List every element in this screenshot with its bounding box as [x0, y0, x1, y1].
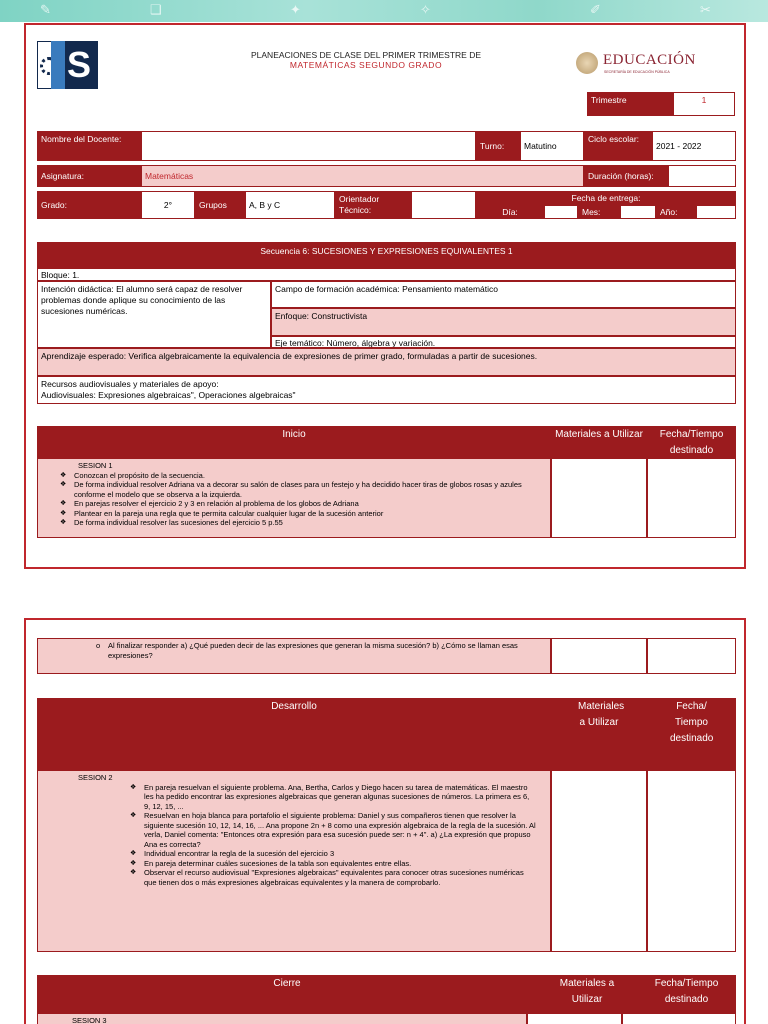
aprendizaje-text: Aprendizaje esperado: Verifica algebraicamente la equivalencia de expresiones de primer grado, formuladas a partir de sucesiones. — [37, 348, 736, 376]
grado-label: Grado: — [37, 191, 141, 219]
star-icon: ✦ — [290, 2, 301, 17]
ciclo-value: 2021 - 2022 — [652, 131, 736, 161]
docente-field[interactable] — [141, 131, 476, 161]
book-icon: ❑ — [150, 2, 162, 17]
secuencia-title: Secuencia 6: SUCESIONES Y EXPRESIONES EQUIVALENTES 1 — [37, 242, 736, 268]
continuation-fecha-cell[interactable] — [647, 638, 736, 674]
grupos-label: Grupos — [195, 191, 245, 219]
brand-educacion: EDUCACIÓN — [603, 52, 696, 68]
desarrollo-materiales-header: Materiales a Utilizar — [551, 698, 647, 770]
list-item: ❖ Observar el recurso audiovisual "Expresiones algebraicas" equivalentes para conocer otras sucesiones numéricas que tienen dos o más expresiones algebraicas equivalentes y la manera de comprobarlo. — [130, 868, 536, 887]
duracion-label: Duración (horas): — [584, 165, 668, 187]
sesion-1-label: SESION 1 — [78, 461, 113, 470]
asignatura-value: Matemáticas — [141, 165, 584, 187]
mes-label: Mes: — [578, 205, 620, 219]
desarrollo-fecha-header: Fecha/ Tiempo destinado — [647, 698, 736, 770]
cierre-content — [37, 1013, 527, 1024]
grupos-value: A, B y C — [245, 191, 335, 219]
desarrollo-content — [37, 770, 551, 952]
cierre-materiales-cell[interactable] — [527, 1013, 622, 1024]
inicio-continuation — [37, 638, 551, 674]
cierre-header: Cierre — [37, 975, 537, 1013]
list-item: ❖ De forma individual resolver Adriana va a decorar su salón de clases para un festejo y ha decidido hacer tiras de globos rosas y azules conforme el modelo que se observa a la izquierda. — [60, 480, 544, 499]
inicio-fecha-header: Fecha/Tiempo destinado — [647, 426, 736, 458]
bloque-text: Bloque: 1. — [37, 268, 736, 281]
list-item — [96, 641, 542, 660]
turno-label: Turno: — [476, 131, 520, 161]
orientador-field[interactable] — [411, 191, 476, 219]
ruler-icon: ✂ — [700, 2, 711, 17]
dia-label: Día: — [476, 205, 544, 219]
pencil-icon: ✐ — [590, 2, 601, 17]
cierre-fecha-cell[interactable] — [622, 1013, 736, 1024]
desarrollo-materiales-cell[interactable] — [551, 770, 647, 952]
compass-icon: ✧ — [420, 2, 431, 17]
list-item: ❖ En pareja resuelvan el siguiente problema. Ana, Bertha, Carlos y Diego hacen su tarea de matemáticas. El maestro les ha pedido encontrar las expresiones algebraicas que generan algunas sucesiones de números. La primera es 6, 9, 12, 15, ... — [130, 783, 536, 812]
desarrollo-activity-list — [130, 783, 536, 888]
eje-text: Eje temático: Número, álgebra y variación. — [271, 336, 736, 348]
inicio-fecha-cell[interactable] — [647, 458, 736, 538]
turno-value: Matutino — [520, 131, 584, 161]
docente-label: Nombre del Docente: — [37, 131, 141, 161]
bullet-icon: o — [96, 641, 101, 650]
list-item: ❖ Plantear en la pareja una regla que te permita calcular cualquier lugar de la sucesión anterior — [60, 509, 544, 519]
document-title: PLANEACIONES DE CLASE DEL PRIMER TRIMESTRE DE — [250, 50, 482, 60]
cierre-materiales-header: Materiales a Utilizar — [537, 975, 637, 1013]
recursos-audiovisuales: Audiovisuales: Expresiones algebraicas", Operaciones algebraicas" — [41, 390, 296, 400]
grado-value: 2° — [141, 191, 195, 219]
trimestre-value: 1 — [673, 92, 735, 116]
pencil-icon: ✎ — [40, 2, 51, 17]
list-item: ❖ Individual encontrar la regla de la sucesión del ejercicio 3 — [130, 849, 536, 859]
list-item: ❖ En pareja determinar cuáles sucesiones de la tabla son equivalentes entre ellas. — [130, 859, 536, 869]
list-item: ❖ Conozcan el propósito de la secuencia. — [60, 471, 544, 481]
fecha-entrega-label: Fecha de entrega: — [476, 191, 736, 205]
mes-field[interactable] — [620, 205, 656, 219]
seal-icon — [576, 52, 598, 74]
list-item: ❖ Resuelvan en hoja blanca para portafolio el siguiente problema: Daniel y sus compañeros tienen que resolver la siguiente sucesión 10, 12, 14, 16, ... Ana propone 2n + 8 como una expresión algebraica de la regla de la sucesión. Al verla, Daniel comenta: "Entonces otra expresión para esa sucesión puede ser: n + 4". a) ¿La expresión que propuso Ana es correcta? — [130, 811, 536, 849]
list-item: ❖ De forma individual resolver las sucesiones del ejercicio 5 p.55 — [60, 518, 544, 528]
continuation-text: Al finalizar responder a) ¿Qué pueden decir de las expresiones que generan la misma sucesión? b) ¿Cómo se llaman esas expresiones? — [108, 641, 518, 660]
page-1 — [24, 23, 746, 569]
dia-field[interactable] — [544, 205, 578, 219]
ts-logo: S — [37, 41, 98, 89]
sesion-2-label: SESION 2 — [78, 773, 113, 782]
duracion-field[interactable] — [668, 165, 736, 187]
inicio-materiales-cell[interactable] — [551, 458, 647, 538]
recursos-block — [37, 376, 736, 404]
asignatura-label: Asignatura: — [37, 165, 141, 187]
inicio-content — [37, 458, 551, 538]
inicio-activity-list — [60, 471, 544, 528]
inicio-header: Inicio — [37, 426, 551, 458]
ano-label: Año: — [656, 205, 696, 219]
ciclo-label: Ciclo escolar: — [584, 131, 652, 161]
inicio-materiales-header: Materiales a Utilizar — [551, 426, 647, 458]
cierre-fecha-header: Fecha/Tiempo destinado — [637, 975, 736, 1013]
desarrollo-header: Desarrollo — [37, 698, 551, 770]
brand-subtitle: SECRETARÍA DE EDUCACIÓN PÚBLICA — [604, 70, 670, 74]
page-2 — [24, 618, 746, 1024]
document-subtitle: MATEMÁTICAS SEGUNDO GRADO — [289, 60, 443, 70]
trimestre-label: Trimestre — [587, 92, 673, 116]
recursos-label: Recursos audiovisuales y materiales de apoyo: — [41, 379, 219, 389]
campo-text: Campo de formación académica: Pensamiento matemático — [271, 281, 736, 308]
orientador-label: Orientador Técnico: — [335, 191, 411, 219]
ano-field[interactable] — [696, 205, 736, 219]
enfoque-text: Enfoque: Constructivista — [271, 308, 736, 336]
desarrollo-fecha-cell[interactable] — [647, 770, 736, 952]
sesion-3-label: SESION 3 — [72, 1016, 107, 1024]
list-item: ❖ En parejas resolver el ejercicio 2 y 3 en relación al problema de los globos de Adriana — [60, 499, 544, 509]
intencion-text: Intención didáctica: El alumno será capaz de resolver problemas donde aplique su conocimiento de las sucesiones numéricas. — [37, 281, 271, 348]
decorative-banner — [0, 0, 768, 22]
continuation-materiales-cell[interactable] — [551, 638, 647, 674]
